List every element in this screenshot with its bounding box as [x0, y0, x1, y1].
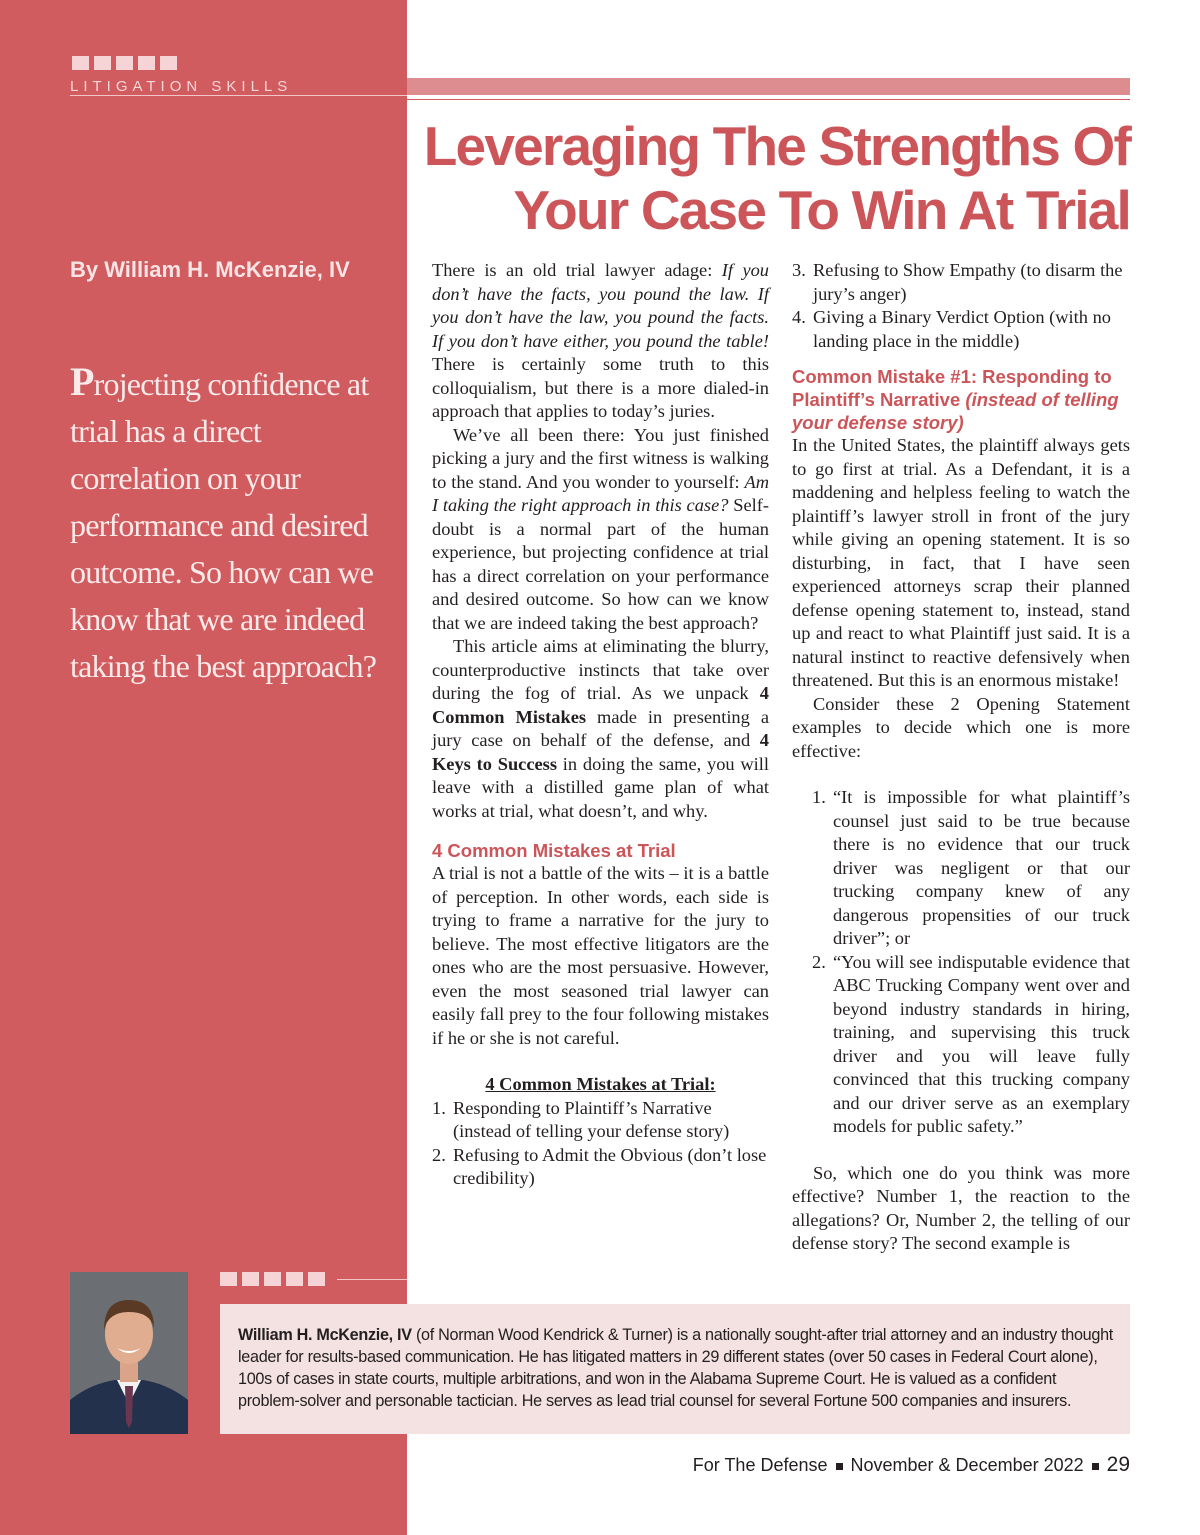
body-column-2 — [792, 259, 1130, 1256]
opening-examples-list — [792, 786, 1130, 1139]
list-item: 1. “It is impossible for what plaintiff’s counsel just said to be true because there is no evidence that our truck driver was negligent or that our trucking company knew of any dangerous propensities of our truck driver”; or — [812, 787, 1130, 948]
author-bio — [238, 1324, 1118, 1412]
drop-cap: P — [70, 359, 94, 404]
page-footer — [693, 1453, 1130, 1477]
paragraph: There is an old trial lawyer adage: If you don’t have the facts, you pound the law. If you don’t have the law, you pound the facts. If you don’t have either, you pound the table! There is certainly some truth to this colloquialism, but there is a more dialed-in approach that applies to today’s juries. — [432, 260, 769, 421]
list-item: 2. Refusing to Admit the Obvious (don’t lose credibility) — [432, 1144, 767, 1188]
subheading: 4 Common Mistakes at Trial — [432, 840, 676, 861]
paragraph: Consider these 2 Opening Statement examples to decide which one is more effective: — [792, 693, 1130, 761]
list-heading: 4 Common Mistakes at Trial: — [485, 1074, 716, 1094]
author-photo — [70, 1272, 188, 1434]
paragraph: This article aims at eliminating the blurry, counterproductive instincts that take over during the fog of trial. As we unpack 4 Common Mistakes made in presenting a jury case on behalf of the defense, and 4 Keys to Success in doing the same, you will leave with a distilled game plan of what works at trial, what doesn’t, and why. — [432, 636, 769, 821]
mistakes-list — [792, 259, 1130, 353]
pull-quote — [70, 358, 390, 690]
paragraph: We’ve all been there: You just finished picking a jury and the first witness is walking to the stand. And you wonder to yourself: Am I taking the right approach in this case? Self-doubt is a normal part of the human experience, but projecting confidence at trial has a direct correlation on your performance and desired outcome. So how can we know that we are indeed taking the best approach? — [432, 424, 769, 633]
paragraph: In the United States, the plaintiff always gets to go first at trial. As a Defendant, it is a maddening and helpless feeling to watch the plaintiff’s lawyer stroll in front of the jury while giving an opening statement. It is so disturbing, in fact, that I have seen experienced attorneys scrap their planned defense opening statement to, instead, stand up and react to what Plaintiff just said. It is a natural instinct to reactive defensively when threatened. But this is an enormous mistake! — [792, 435, 1130, 690]
list-item: 1. Responding to Plaintiff’s Narrative (instead of telling your defense story) — [432, 1097, 730, 1141]
author-name: William H. McKenzie, IV — [238, 1326, 412, 1344]
paragraph: So, which one do you think was more effective? Number 1, the reaction to the allegations? Or, Number 2, the telling of our defense story? The second example is — [792, 1162, 1130, 1253]
subheading: Common Mistake #1: Responding to Plaintiff’s Narrative (instead of telling your defense story) — [792, 366, 1119, 433]
divider — [407, 99, 1130, 100]
title-line: Leveraging The Strengths Of — [423, 115, 1130, 177]
bullet-separator — [1092, 1463, 1099, 1470]
issue-date: November & December 2022 — [850, 1455, 1084, 1475]
byline: By William H. McKenzie, IV — [70, 257, 350, 282]
body-column-1 — [432, 259, 769, 1191]
divider — [70, 95, 407, 96]
mistakes-list — [432, 1097, 769, 1191]
section-label: LITIGATION SKILLS — [70, 78, 293, 95]
bullet-separator — [836, 1463, 843, 1470]
title-line: Your Case To Win At Trial — [513, 179, 1130, 241]
publication-name: For The Defense — [692, 1455, 828, 1475]
paragraph: A trial is not a battle of the wits – it is a battle of perception. In other words, each side is trying to frame a narrative for the jury to believe. The most effective litigators are the ones who are the most persuasive. However, even the most seasoned trial lawyer can easily fall prey to the four following mistakes if he or she is not careful. — [432, 863, 769, 1048]
bio-text: (of Norman Wood Kendrick & Turner) is a nationally sought-after trial attorney and an industry thought leader for results-based communication. He has litigated matters in 29 different states (over 50 cases in Federal Court alone), 100s of cases in state courts, multiple arbitrations, and won in the Alabama Supreme Court. He is valued as a confident problem-solver and personable tactician. He serves as lead trial counsel for several Fortune 500 companies and insurers. — [238, 1326, 1113, 1410]
pull-quote-text: rojecting confidence at trial has a direct correlation on your performance and desired outcome. So how can we know that we are indeed taking the best approach? — [70, 366, 377, 684]
list-item: 4. Giving a Binary Verdict Option (with no landing place in the middle) — [792, 307, 1111, 351]
list-item: 2. “You will see indisputable evidence that ABC Trucking Company went over and beyond industry standards in hiring, training, and supervising this truck driver and you will leave fully convinced that this trucking company and our driver serve as an exemplary models for public safety.” — [812, 951, 1130, 1136]
decorative-squares — [220, 1272, 325, 1286]
page-number: 29 — [1106, 1453, 1130, 1476]
header-band — [407, 78, 1130, 95]
article-title — [410, 114, 1130, 242]
list-item: 3. Refusing to Show Empathy (to disarm the jury’s anger) — [792, 260, 1123, 304]
decorative-squares — [72, 56, 177, 70]
divider — [337, 1279, 407, 1280]
